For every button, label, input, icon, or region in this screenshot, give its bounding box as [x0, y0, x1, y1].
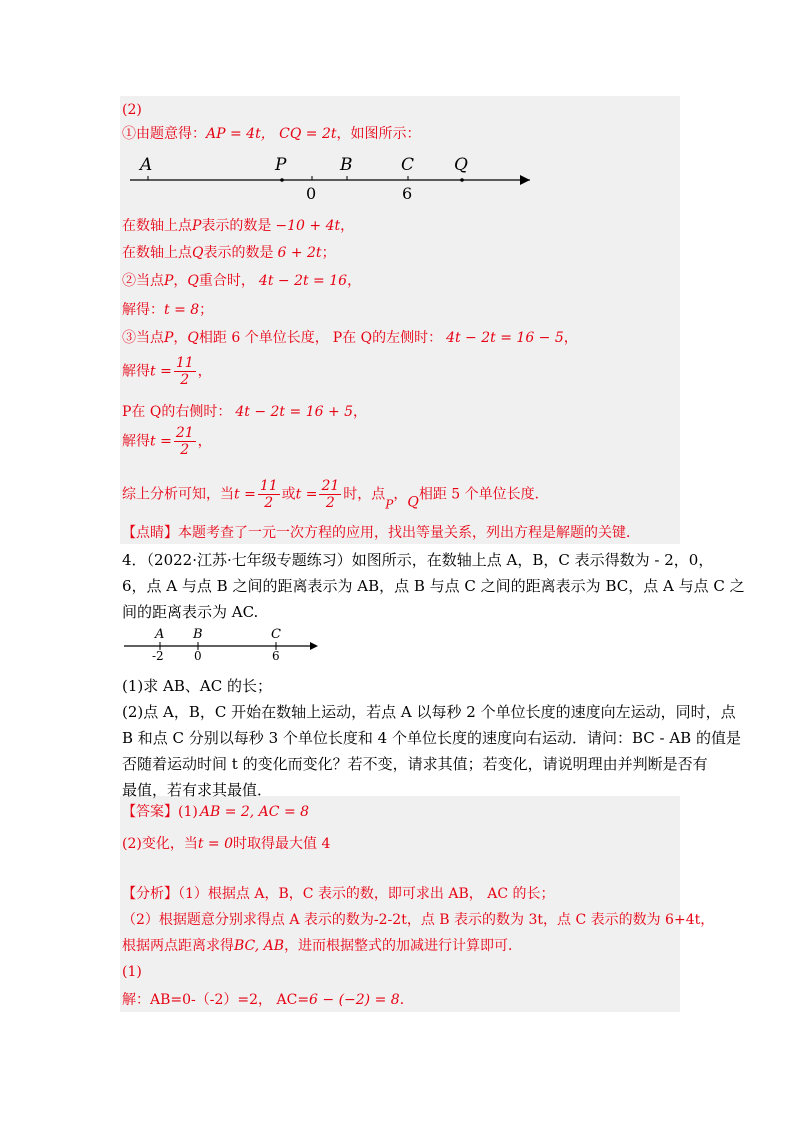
q4-part2-line-3: 否随着运动时间 t 的变化而变化？若不变，请求其值；若变化，请说明理由并判断是否有	[122, 755, 708, 773]
answer-1-label: (1)	[178, 804, 198, 820]
analysis-5-end: ．	[399, 992, 414, 1008]
q-pos-expr: 6 + 2t	[277, 245, 322, 261]
tick-label-6: 6	[402, 184, 413, 203]
number-line-figure-2	[120, 624, 320, 664]
analysis-text-1: （1）根据点 A，B，C 表示的数，即可求出 AB， AC 的长；	[178, 886, 555, 902]
step3-left-case: P在 Q的左侧时：	[332, 330, 443, 346]
solve2-den: 2	[180, 372, 190, 388]
tick-label-6: 6	[272, 649, 280, 663]
solve2-num: 11	[175, 355, 194, 371]
q4-part2-line-1: (2)点 A，B，C 开始在数轴上运动，若点 A 以每秒 2 个单位长度的速度向左运动，同时，点	[122, 703, 736, 721]
conclusion-or: 或	[281, 486, 296, 503]
answer-line-2	[122, 834, 330, 854]
analysis-3-suffix: ，进而根据整式的加减进行计算即可．	[284, 938, 523, 954]
q4-line-2: 6，点 A 与点 B 之间的距离表示为 AB，点 B 与点 C 之间的距离表示为 BC，点 A 与点 C 之	[122, 577, 745, 595]
q4-line-1: 4．（2022·江苏·七年级专题练习）如图所示，在数轴上点 A，B，C 表示得数为 - 2，0，	[122, 551, 714, 569]
solve2-fraction	[174, 355, 196, 388]
answer-line-1	[122, 802, 309, 822]
analysis-line-2: （2）根据题意分别求得点 A 表示的数为-2-2t，点 B 表示的数为 3t，点 C 表示的数为 6+4t，	[122, 912, 715, 928]
solve1-end: ；	[199, 302, 214, 318]
step3-end: ，	[563, 330, 578, 346]
step2-p: P	[164, 273, 174, 289]
q-pos-prefix: 在数轴上点	[122, 245, 192, 261]
step3-mid: 相距 6 个单位长度，	[198, 330, 329, 346]
answer-2-suffix: 时取得最大值 4	[233, 836, 331, 852]
point-label-p: P	[275, 155, 287, 175]
solve3-var: t =	[150, 433, 172, 450]
analysis-line-3	[122, 936, 522, 956]
point-label-a: A	[155, 627, 165, 642]
q4-line-3: 间的距离表示为 AC.	[122, 603, 259, 621]
point-label-c: C	[401, 155, 415, 175]
point-label-a: A	[140, 155, 153, 175]
comment-text: 本题考查了一元一次方程的应用，找出等量关系，列出方程是解题的关键．	[178, 525, 640, 541]
tick-label-neg2: -2	[152, 649, 164, 663]
step2-mid: 重合时，	[198, 273, 255, 289]
number-line-figure-1	[120, 150, 540, 206]
conclusion-n1: 11	[259, 478, 278, 494]
point-label-b: B	[193, 627, 203, 642]
q4-part2-line-2: B 和点 C 分别以每秒 3 个单位长度和 4 个单位长度的速度向右运动．请问：BC - AB 的值是	[122, 729, 741, 747]
comment-line	[122, 523, 640, 543]
step1-math: AP = 4t， CQ = 2t	[206, 126, 337, 142]
step2-q: Q	[187, 273, 199, 289]
tick-label-0: 0	[306, 184, 317, 203]
solve3-end: ，	[197, 433, 212, 450]
p-pos-var: P	[192, 218, 202, 234]
q-pos-mid: 表示的数是	[203, 245, 274, 261]
solve2-var: t =	[150, 363, 172, 380]
solve3-fraction	[174, 425, 196, 458]
conclusion-fraction-1	[258, 478, 280, 511]
arrow-head	[520, 175, 530, 185]
step2-eq: 4t − 2t = 16	[258, 273, 348, 289]
solve3-num: 21	[175, 425, 194, 441]
step3-line	[122, 328, 578, 348]
answer-2-prefix: (2)变化，当	[122, 836, 198, 852]
step3-q: Q	[187, 330, 199, 346]
dot-p	[280, 178, 284, 182]
right-case-eq: 4t − 2t = 16 + 5	[235, 404, 354, 420]
analysis-line-1	[122, 884, 555, 904]
step3-sep: ，	[173, 330, 188, 346]
q-pos-end: ；	[321, 245, 336, 261]
step1-prefix: ①由题意得：	[122, 126, 206, 142]
analysis-5-math: 6 − (−2) = 8	[309, 992, 400, 1008]
dot-q	[460, 178, 464, 182]
analysis-3-prefix: 根据两点距离求得	[122, 938, 234, 954]
solve1-label: 解得：	[122, 302, 164, 318]
conclusion-t1: t =	[234, 486, 256, 503]
step2-prefix: ②当点	[122, 273, 164, 289]
p-pos-mid: 表示的数是	[201, 218, 272, 234]
conclusion-mid: 时，点	[343, 486, 386, 503]
conclusion-d2: 2	[325, 495, 335, 511]
solve2-label: 解得	[122, 363, 150, 380]
conclusion-fraction-2	[319, 478, 341, 511]
q4-part1: (1)求 AB、AC 的长；	[122, 677, 272, 695]
answer-2-math: t = 0	[197, 836, 234, 852]
conclusion-p: P	[385, 497, 394, 512]
analysis-line-4: (1)	[122, 964, 142, 980]
solve2-end: ，	[197, 363, 212, 380]
step3-prefix: ③当点	[122, 330, 164, 346]
right-case-end: ，	[353, 404, 368, 420]
point-label-q: Q	[454, 155, 468, 175]
tick-label-0: 0	[194, 649, 202, 663]
analysis-line-5	[122, 990, 414, 1010]
right-case-line	[122, 402, 367, 422]
step3-eq: 4t − 2t = 16 − 5	[446, 330, 564, 346]
arrow-head	[310, 642, 318, 650]
conclusion-q: Q	[407, 494, 419, 511]
solve3-den: 2	[180, 442, 190, 458]
step2-end: ，	[347, 273, 362, 289]
solve3-label: 解得	[122, 433, 150, 450]
analysis-3-math: BC, AB	[234, 938, 285, 954]
step3-p: P	[164, 330, 174, 346]
conclusion-sep: ，	[393, 486, 408, 503]
solve3-line	[122, 425, 212, 458]
q-position-line	[122, 243, 336, 263]
comment-tag: 【点睛】	[122, 525, 178, 541]
q-pos-var: Q	[192, 245, 204, 261]
solve2-line	[122, 355, 212, 388]
p-pos-end: ，	[340, 218, 355, 234]
analysis-tag: 【分析】	[122, 886, 178, 902]
p-pos-prefix: 在数轴上点	[122, 218, 192, 234]
conclusion-d1: 2	[264, 495, 274, 511]
answer-block	[120, 796, 680, 1012]
part-label: (2)	[122, 102, 142, 118]
p-position-line	[122, 216, 354, 236]
step2-sep: ，	[173, 273, 188, 289]
solve1-val: t = 8	[164, 302, 200, 318]
conclusion-end: 相距 5 个单位长度．	[418, 486, 549, 503]
right-case-label: P在 Q的右侧时：	[122, 404, 232, 420]
p-pos-expr: −10 + 4t	[275, 218, 341, 234]
point-label-c: C	[271, 627, 281, 642]
conclusion-n2: 21	[321, 478, 340, 494]
point-label-b: B	[340, 155, 353, 175]
step2-line	[122, 271, 361, 291]
conclusion-prefix: 综上分析可知，当	[122, 486, 234, 503]
analysis-5-prefix: 解：AB=0-（-2）=2， AC=	[122, 992, 310, 1008]
q4-part2-line-4: 最值，若有求其最值．	[122, 781, 273, 799]
conclusion-line	[122, 478, 549, 515]
step1-line	[122, 124, 421, 144]
answer-tag: 【答案】	[122, 804, 178, 820]
solve1-line	[122, 300, 213, 320]
conclusion-t2: t =	[295, 486, 318, 503]
answer-1-math: AB = 2, AC = 8	[199, 804, 310, 820]
step1-suffix: ，如图所示：	[336, 126, 421, 142]
